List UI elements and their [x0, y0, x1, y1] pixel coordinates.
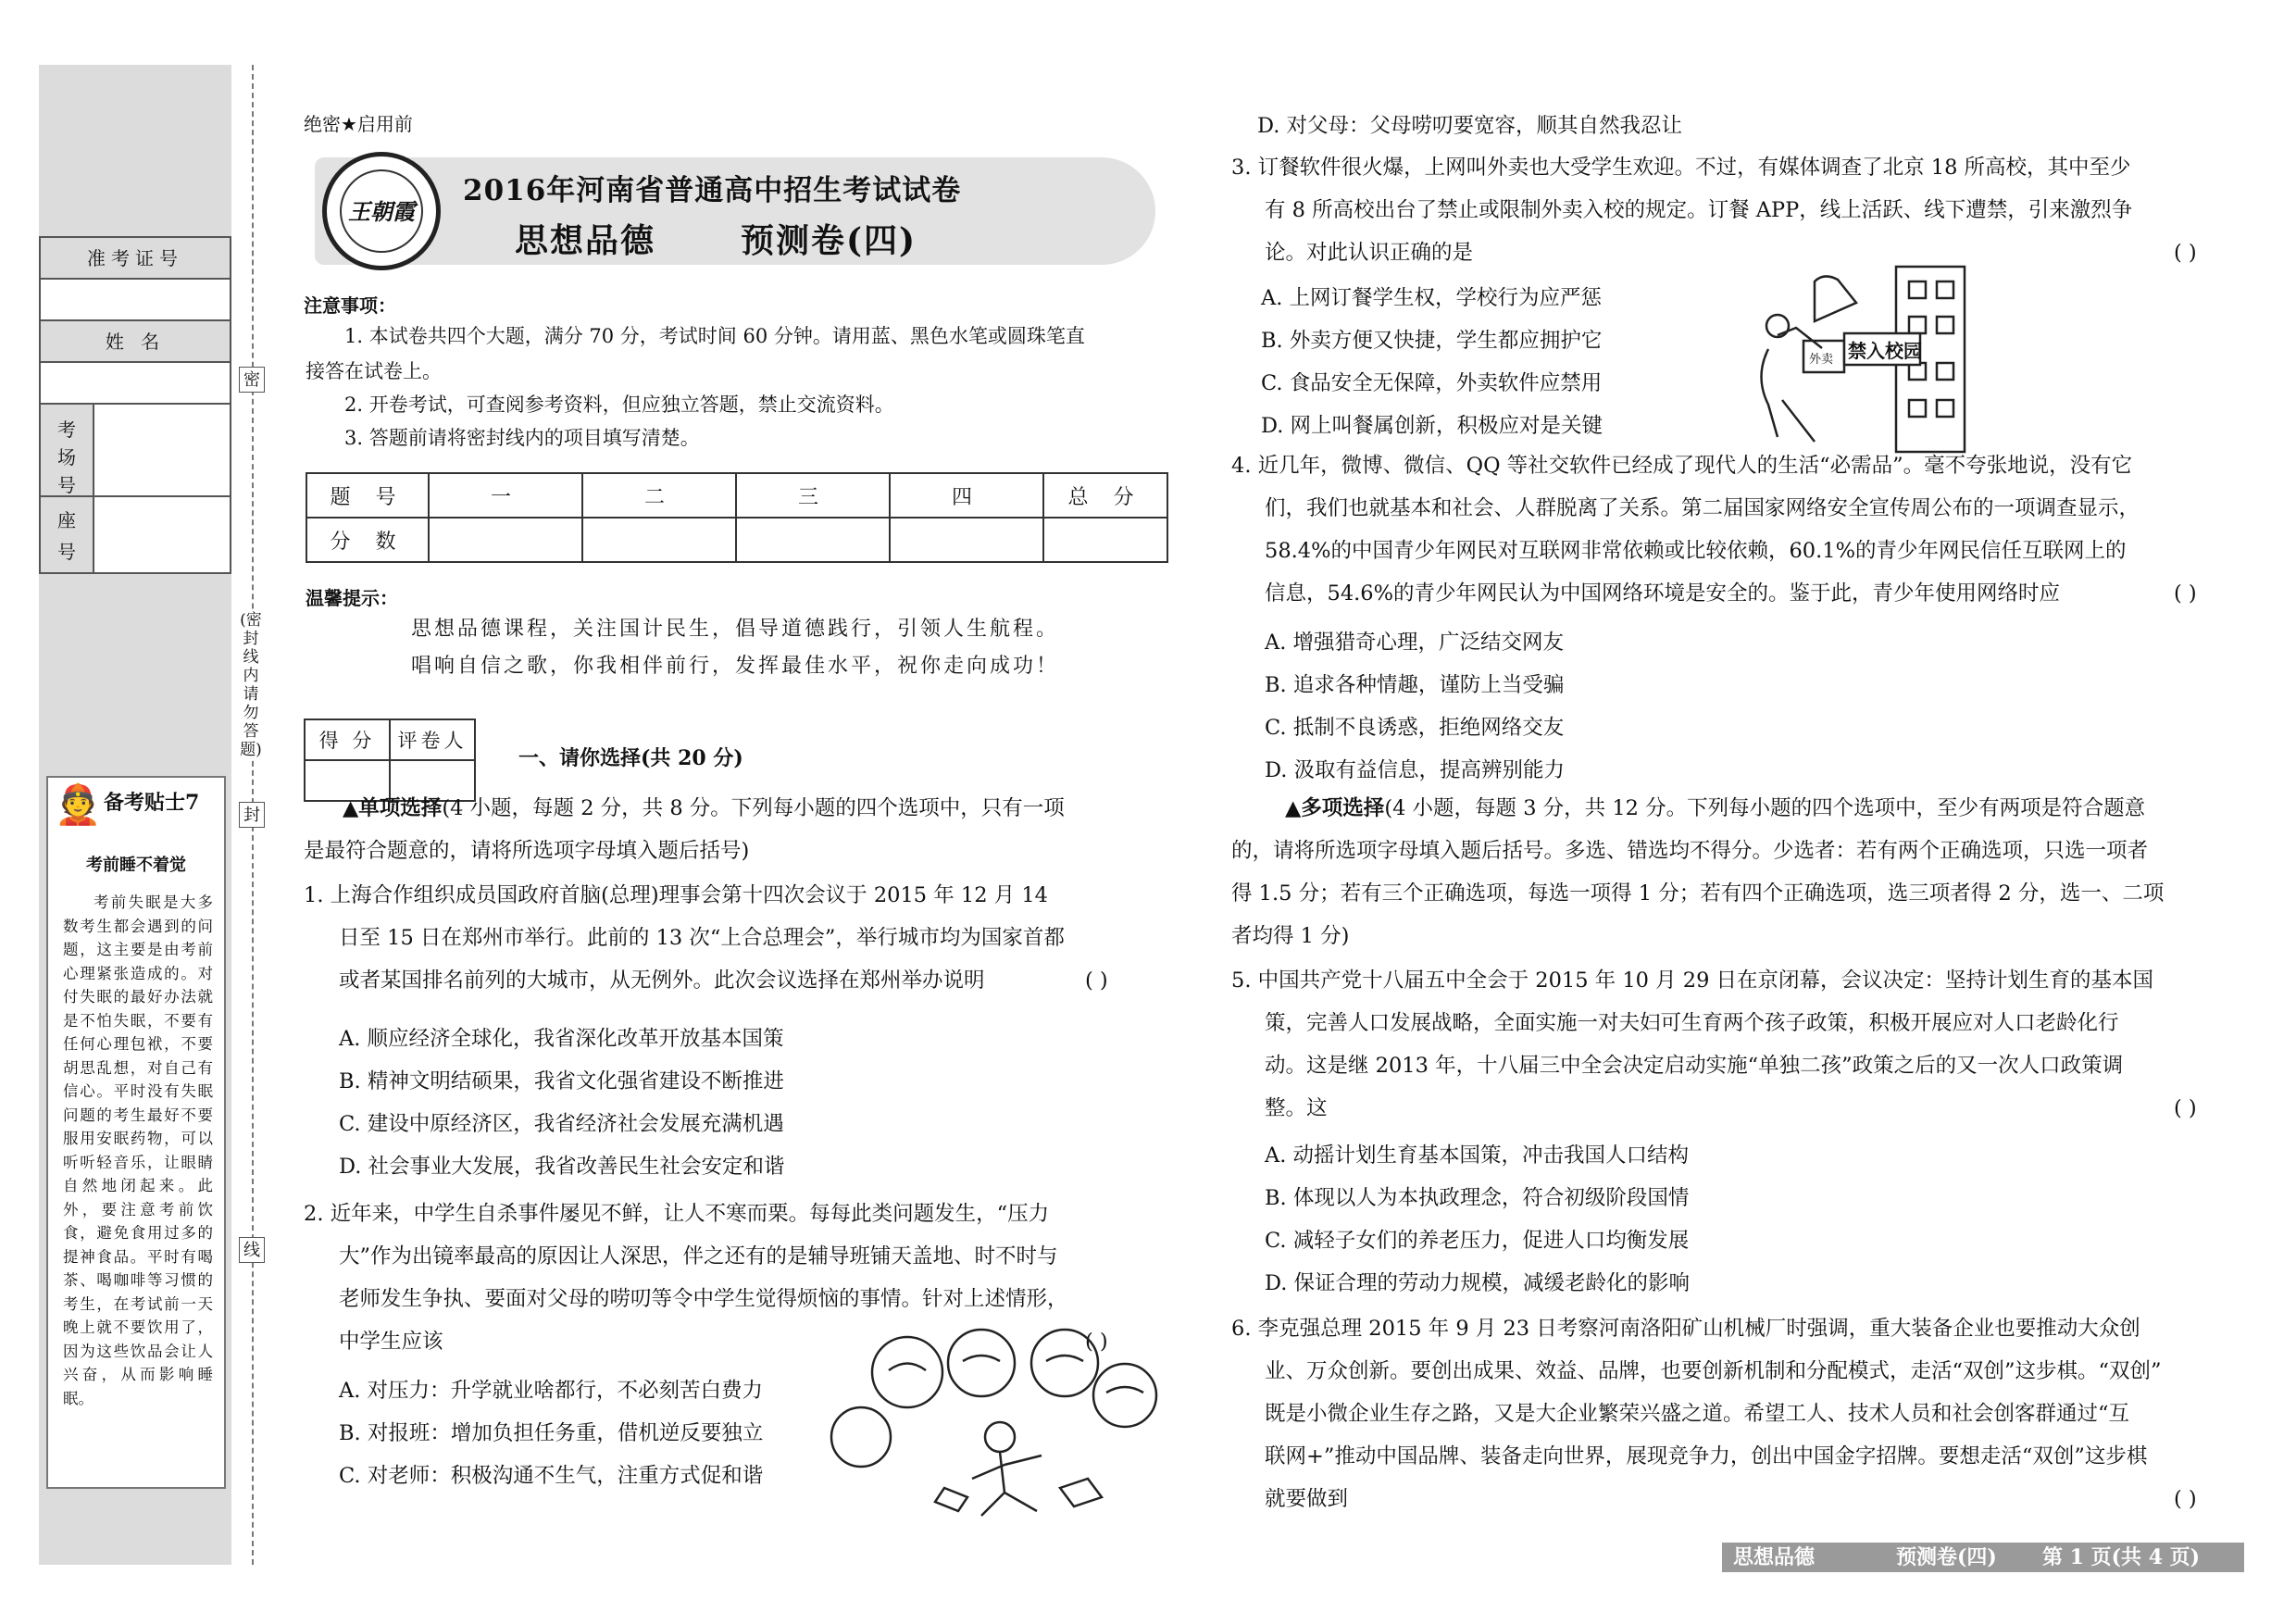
- tips-mascot-icon: 👲: [54, 781, 103, 827]
- q6-line: 既是小微企业生存之路，又是大企业繁荣兴盛之道。希望工人、技术人员和社会创客群通过“互: [1265, 1402, 2130, 1426]
- q6-line: 就要做到: [1265, 1487, 1349, 1511]
- grade-score-label: 得 分: [305, 719, 390, 760]
- score-header-cell: 二: [582, 473, 736, 518]
- note-line: 1. 本试卷共四个大题，满分 70 分，考试时间 60 分钟。请用蓝、黑色水笔或圆珠笔直: [344, 325, 1085, 347]
- multi-intro-line: 者均得 1 分): [1231, 924, 1350, 948]
- q3-line: 有 8 所高校出台了禁止或限制外卖入校的规定。订餐 APP，线上活跃、线下遭禁，引来激烈争: [1265, 198, 2133, 222]
- score-header-cell: 题 号: [306, 473, 429, 518]
- page-footer: [1722, 1543, 2244, 1572]
- score-header-cell: 四: [890, 473, 1043, 518]
- single-intro-label: ▲单项选择: [343, 796, 443, 820]
- q2-line: 中学生应该: [339, 1330, 443, 1354]
- q3-answer-paren[interactable]: ( ): [2174, 241, 2197, 265]
- score-header-cell: 总 分: [1043, 473, 1167, 518]
- q3-cartoon: [1741, 261, 1981, 456]
- score-cell[interactable]: [890, 518, 1043, 562]
- q4-option-c: C. 抵制不良诱惑，拒绝网络交友: [1265, 716, 1565, 740]
- multi-intro-label: ▲多项选择: [1285, 796, 1385, 820]
- q6-line: 6. 李克强总理 2015 年 9 月 23 日考察河南洛阳矿山机械厂时强调，重大装备企业也要推动大众创: [1231, 1317, 2140, 1341]
- q3-option-c: C. 食品安全无保障，外卖软件应禁用: [1261, 371, 1603, 395]
- q3-option-a: A. 上网订餐学生权，学校行为应严惩: [1261, 286, 1603, 310]
- q1-option-a: A. 顺应经济全球化，我省深化改革开放基本国策: [339, 1027, 784, 1051]
- q1-line: 1. 上海合作组织成员国政府首脑(总理)理事会第十四次会议于 2015 年 12 月 14: [304, 883, 1048, 907]
- candidate-info-box: [39, 236, 231, 574]
- q1-line: 或者某国排名前列的大城市，从无例外。此次会议选择在郑州举办说明: [339, 968, 985, 993]
- score-value-row: [306, 518, 1167, 562]
- warm-line: 思想品德课程，关注国计民生，倡导道德践行，引领人生航程。: [411, 618, 1060, 641]
- q2-line: 大”作为出镜率最高的原因让人深思，伴之还有的是辅导班铺天盖地、时不时与: [339, 1244, 1058, 1268]
- paper-title: 预测卷(四): [741, 221, 917, 260]
- exam-id-label: 准考证号: [41, 238, 230, 280]
- name-label: 姓 名: [41, 321, 230, 363]
- q2-line: 2. 近年来，中学生自杀事件屡见不鲜，让人不寒而栗。每每此类问题发生，“压力: [304, 1202, 1050, 1226]
- q4-line: 4. 近几年，微博、微信、QQ 等社交软件已经成了现代人的生活“必需品”。毫不夸张地说，没有它: [1231, 454, 2133, 478]
- q4-answer-paren[interactable]: ( ): [2174, 581, 2197, 606]
- q5-line: 策，完善人口发展战略，全面实施一对夫妇可生育两个孩子政策，积极开展应对人口老龄化行: [1265, 1011, 2119, 1035]
- q1-answer-paren[interactable]: ( ): [1085, 968, 1108, 993]
- seat-label: 座号: [41, 497, 94, 572]
- score-table: [306, 472, 1168, 563]
- multi-intro-line: 的，请将所选项字母填入题后括号。多选、错选均不得分。少选者：若有两个正确选项，只选一项者: [1231, 839, 2149, 863]
- footer-paper: 预测卷(四): [1896, 1545, 1997, 1569]
- subject-title: 思想品德: [515, 221, 656, 260]
- q5-line: 动。这是继 2013 年，十八届三中全会决定启动实施“单独二孩”政策之后的又一次人口政策调: [1265, 1054, 2124, 1078]
- q5-line: 整。这: [1265, 1096, 1328, 1120]
- single-intro-line2: 是最符合题意的，请将所选项字母填入题后括号): [304, 839, 750, 863]
- section-title: 一、请你选择(共 20 分): [518, 746, 743, 770]
- seat-row: [41, 497, 230, 572]
- warm-heading: 温馨提示：: [306, 587, 398, 609]
- q1-option-c: C. 建设中原经济区，我省经济社会发展充满机遇: [339, 1112, 784, 1136]
- q3-option-b: B. 外卖方便又快捷，学生都应拥护它: [1261, 329, 1603, 353]
- q6-line: 业、万众创新。要创出成果、效益、品牌，也要创新机制和分配模式，走活“双创”这步棋。“双创”: [1265, 1359, 2162, 1383]
- note-line: 2. 开卷考试，可查阅参考资料，但应独立答题，禁止交流资料。: [344, 394, 894, 416]
- multi-intro-text: (4 小题，每题 3 分，共 12 分。下列每小题的四个选项中，至少有两项是符合题意: [1384, 796, 2146, 820]
- q5-option-d: D. 保证合理的劳动力规模，减缓老龄化的影响: [1265, 1271, 1691, 1295]
- q5-option-c: C. 减轻子女们的养老压力，促进人口均衡发展: [1265, 1229, 1690, 1253]
- score-cell[interactable]: [429, 518, 582, 562]
- note-line: 3. 答题前请将密封线内的项目填写清楚。: [344, 427, 700, 449]
- score-row-label: 分 数: [306, 518, 429, 562]
- note-line: 接答在试卷上。: [306, 360, 442, 382]
- warm-line: 唱响自信之歌，你我相伴前行，发挥最佳水平，祝你走向成功！: [411, 655, 1060, 678]
- q2-answer-paren[interactable]: ( ): [1085, 1330, 1108, 1354]
- seal-char-mi: 密: [239, 367, 265, 393]
- emblem-text: 王朝霞: [348, 198, 415, 225]
- exam-tips-box: [46, 776, 226, 1489]
- q4-option-b: B. 追求各种情趣，谨防上当受骗: [1265, 673, 1565, 697]
- q2-option-b: B. 对报班：增加负担任务重，借机逆反要独立: [339, 1421, 764, 1445]
- q4-option-d: D. 汲取有益信息，提高辨别能力: [1265, 758, 1566, 782]
- secret-mark: 绝密★启用前: [304, 113, 413, 135]
- q2-option-a: A. 对压力：升学就业啥都行，不必刻苦白费力: [339, 1379, 764, 1403]
- q4-line: 们，我们也就基本和社会、人群脱离了关系。第二届国家网络安全宣传周公布的一项调查显示，: [1265, 496, 2140, 520]
- score-cell[interactable]: [1043, 518, 1167, 562]
- grade-grader-label: 评卷人: [390, 719, 475, 760]
- score-header-cell: 三: [736, 473, 890, 518]
- footer-subject: 思想品德: [1733, 1545, 1816, 1569]
- q6-line: 联网+”推动中国品牌、装备走向世界，展现竞争力，创出中国金字招牌。要想走活“双创”这步棋: [1265, 1444, 2148, 1468]
- q6-answer-paren[interactable]: ( ): [2174, 1487, 2197, 1511]
- q2-line: 老师发生争执、要面对父母的唠叨等令中学生觉得烦恼的事情。针对上述情形，: [339, 1287, 1068, 1311]
- multi-intro-line1: [1285, 787, 2145, 830]
- score-header-row: [306, 473, 1167, 518]
- exam-title: 2016年河南省普通高中招生考试试卷: [463, 174, 962, 207]
- q2-option-c: C. 对老师：积极沟通不生气，注重方式促和谐: [339, 1464, 764, 1488]
- q1-option-b: B. 精神文明结硕果，我省文化强省建设不断推进: [339, 1069, 784, 1093]
- q3-cartoon-sign: 禁入校园: [1848, 340, 1922, 362]
- score-cell[interactable]: [582, 518, 736, 562]
- seal-char-xian: 线: [239, 1237, 265, 1263]
- tips-title: 备考贴士7: [104, 791, 200, 815]
- q2-option-d: D. 对父母：父母唠叨要宽容，顺其自然我忍让: [1257, 114, 1683, 138]
- q4-option-a: A. 增强猎奇心理，广泛结交网友: [1265, 631, 1565, 655]
- exam-id-field[interactable]: [41, 280, 230, 321]
- room-label: 考场号: [41, 405, 94, 495]
- notes-heading: 注意事项：: [304, 294, 396, 317]
- q4-line: 58.4%的中国青少年网民对互联网非常依赖或比较依赖，60.1%的青少年网民信任互联网上的: [1265, 539, 2127, 563]
- score-header-cell: 一: [429, 473, 582, 518]
- publisher-emblem: [322, 152, 441, 270]
- q5-line: 5. 中国共产党十八届五中全会于 2015 年 10 月 29 日在京闭幕，会议决定：坚持计划生育的基本国: [1231, 968, 2154, 993]
- q3-line: 3. 订餐软件很火爆，上网叫外卖也大受学生欢迎。不过，有媒体调查了北京 18 所高校，其中至少: [1231, 156, 2131, 180]
- q5-answer-paren[interactable]: ( ): [2174, 1096, 2197, 1120]
- footer-page: 第 1 页(共 4 页): [2042, 1545, 2201, 1569]
- q1-line: 日至 15 日在郑州市举行。此前的 13 次“上合总理会”，举行城市均为国家首都: [339, 926, 1065, 950]
- q3-option-d: D. 网上叫餐属创新，积极应对是关键: [1261, 414, 1603, 438]
- q2-cartoon: [824, 1326, 1167, 1520]
- name-field[interactable]: [41, 363, 230, 405]
- score-cell[interactable]: [736, 518, 890, 562]
- q1-option-d: D. 社会事业大发展，我省改善民生社会安定和谐: [339, 1155, 785, 1179]
- q3-line: 论。对此认识正确的是: [1265, 241, 1474, 265]
- tips-body: 考前失眠是大多数考生都会遇到的问题，这主要是由考前心理紧张造成的。对付失眠的最好办法就是不怕失眠，不要有任何心理包袱，不要胡思乱想，对自己有信心。平时没有失眠问题的考生最好不要服用安眠药物，可以听听轻音乐，让眼睛自然地闭起来。此外，要注意考前饮食，避免食用过多的提神食品。平时有喝茶、喝咖啡等习惯的考生，在考试前一天晚上就不要饮用了，因为这些饮品会让人兴奋，从而影响睡眠。: [63, 893, 213, 1407]
- single-intro-line1: [343, 787, 1065, 830]
- single-intro-text: (4 小题，每题 2 分，共 8 分。下列每小题的四个选项中，只有一项: [442, 796, 1065, 820]
- q4-line: 信息，54.6%的青少年网民认为中国网络环境是安全的。鉴于此，青少年使用网络时应: [1265, 581, 2060, 606]
- q3-cartoon-box: 外卖: [1809, 353, 1834, 367]
- seal-char-feng: 封: [239, 802, 265, 828]
- tips-subtitle: 考前睡不着觉: [86, 856, 186, 875]
- multi-intro-line: 得 1.5 分；若有三个正确选项，每选一项得 1 分；若有四个正确选项，选三项者得 2 分，选一、二项: [1231, 881, 2165, 906]
- q5-option-b: B. 体现以人为本执政理念，符合初级阶段国情: [1265, 1186, 1690, 1210]
- room-row: [41, 405, 230, 497]
- q5-option-a: A. 动摇计划生育基本国策，冲击我国人口结构: [1265, 1143, 1690, 1168]
- seal-note: (密封线内请勿答题): [237, 611, 265, 759]
